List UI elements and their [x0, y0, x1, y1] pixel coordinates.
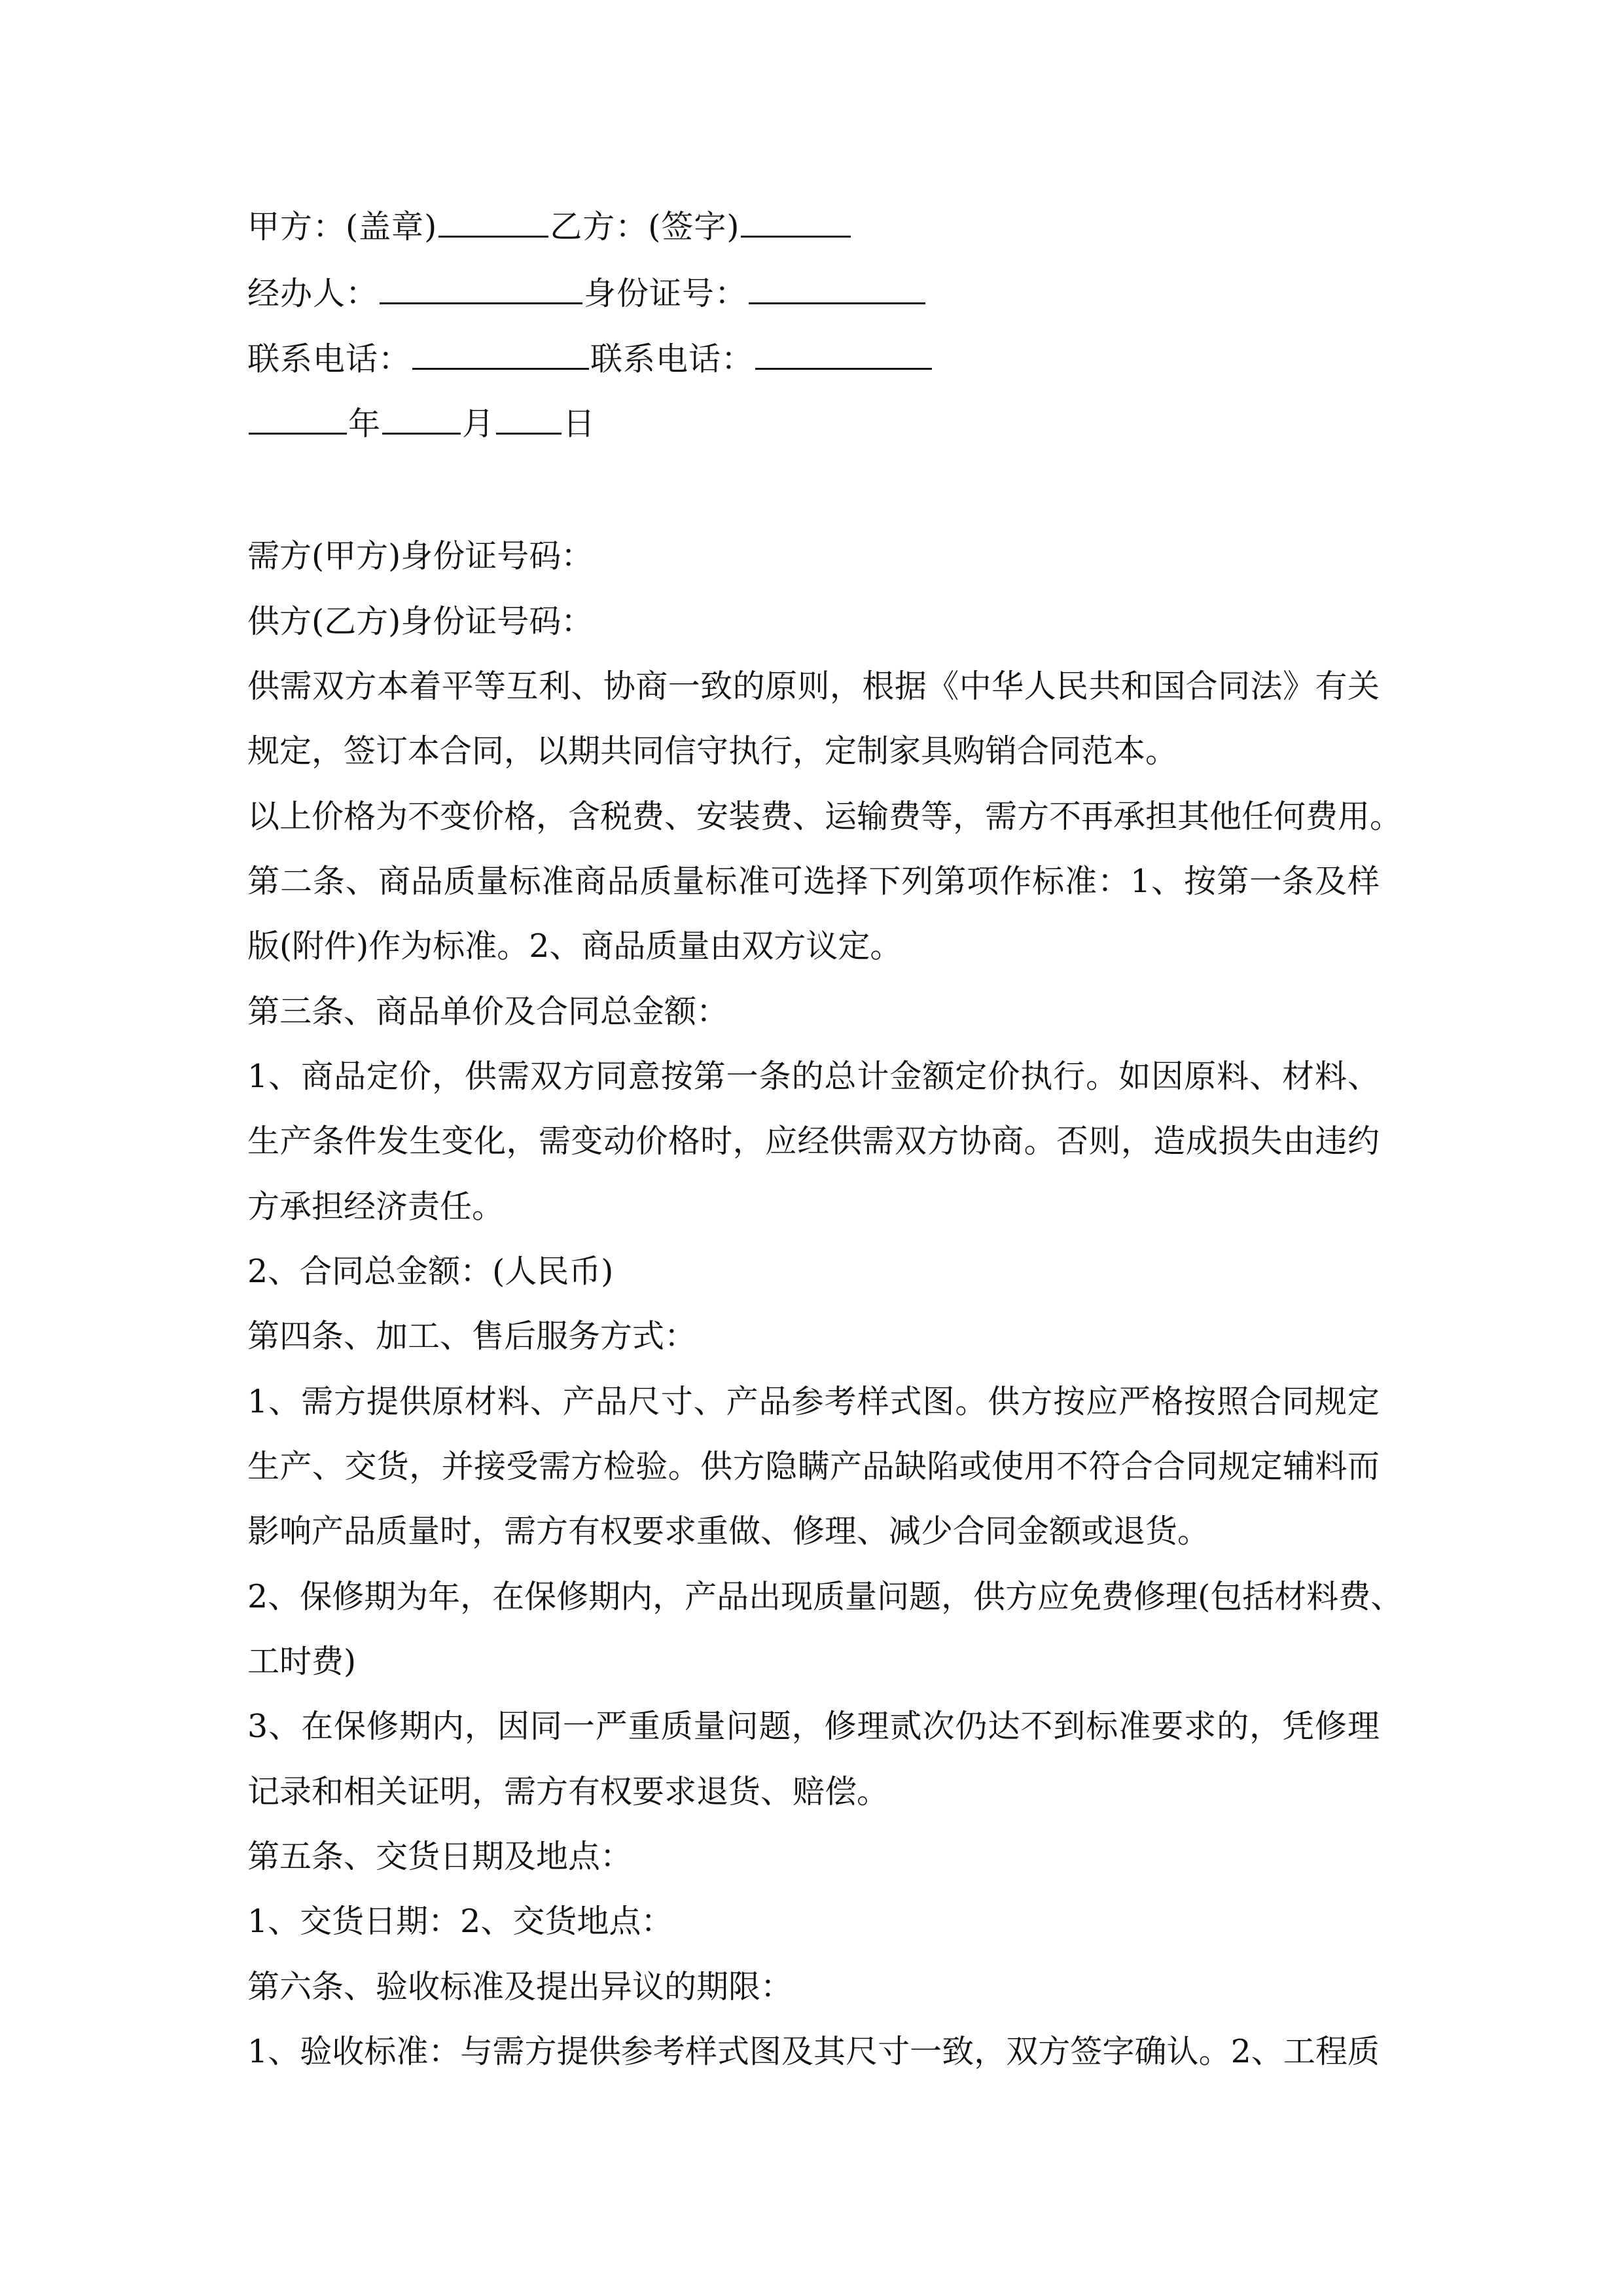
article-4-item-3-line-1: 3、在保修期内，因同一严重质量问题，修理贰次仍达不到标准要求的，凭修理 — [247, 1708, 1380, 1745]
year-label: 年 — [348, 405, 382, 442]
article-2-line-1: 第二条、商品质量标准商品质量标准可选择下列第项作标准：1、按第一条及样 — [247, 863, 1380, 900]
party-signature-row — [247, 207, 852, 246]
phone-label-b: 联系电话： — [590, 340, 755, 378]
article-3-item-1-line-3: 方承担经济责任。 — [247, 1188, 505, 1225]
party-a-label: 甲方：(盖章) — [247, 208, 438, 245]
seller-id-line: 供方(乙方)身份证号码： — [247, 603, 594, 640]
preamble-line-2: 规定，签订本合同，以期共同信守执行，定制家具购销合同范本。 — [247, 732, 1178, 770]
article-4-item-3-line-2: 记录和相关证明，需方有权要求退货、赔偿。 — [247, 1773, 889, 1810]
article-2-line-2: 版(附件)作为标准。2、商品质量由双方议定。 — [247, 927, 902, 965]
day-blank — [496, 404, 562, 435]
phone-b-blank — [755, 339, 932, 370]
article-3-item-2: 2、合同总金额：(人民币) — [247, 1253, 614, 1290]
day-label: 日 — [563, 405, 596, 442]
article-4-item-1-line-2: 生产、交货，并接受需方检验。供方隐瞒产品缺陷或使用不符合合同规定辅料而 — [247, 1448, 1380, 1485]
article-4-item-1-line-3: 影响产品质量时，需方有权要求重做、修理、减少合同金额或退货。 — [247, 1513, 1210, 1550]
month-label: 月 — [462, 405, 495, 442]
article-4-item-2-line-1: 2、保修期为年，在保修期内，产品出现质量问题，供方应免费修理(包括材料费、 — [247, 1578, 1403, 1615]
id-number-blank — [749, 274, 925, 304]
article-6-heading: 第六条、验收标准及提出异议的期限： — [247, 1968, 793, 2005]
month-blank — [382, 404, 461, 435]
date-row — [247, 404, 596, 443]
id-number-label: 身份证号： — [584, 275, 748, 312]
price-clause-line: 以上价格为不变价格，含税费、安装费、运输费等，需方不再承担其他任何费用。 — [247, 798, 1402, 835]
preamble-line-1: 供需双方本着平等互利、协商一致的原则，根据《中华人民共和国合同法》有关 — [247, 668, 1380, 705]
buyer-id-line: 需方(甲方)身份证号码： — [247, 537, 594, 575]
article-3-item-1-line-1: 1、商品定价，供需双方同意按第一条的总计金额定价执行。如因原料、材料、 — [247, 1058, 1380, 1095]
party-b-blank — [741, 207, 851, 238]
article-4-item-1-line-1: 1、需方提供原材料、产品尺寸、产品参考样式图。供方按应严格按照合同规定 — [247, 1383, 1380, 1420]
phone-label-a: 联系电话： — [247, 340, 412, 378]
handler-row — [247, 274, 927, 313]
phone-a-blank — [412, 339, 589, 370]
article-5-items: 1、交货日期：2、交货地点： — [247, 1903, 673, 1940]
article-5-heading: 第五条、交货日期及地点： — [247, 1838, 633, 1875]
article-4-heading: 第四条、加工、售后服务方式： — [247, 1318, 697, 1355]
party-b-label: 乙方：(签字) — [550, 208, 740, 245]
party-a-blank — [438, 207, 548, 238]
article-3-heading: 第三条、商品单价及合同总金额： — [247, 993, 729, 1030]
article-3-item-1-line-2: 生产条件发生变化，需变动价格时，应经供需双方协商。否则，造成损失由违约 — [247, 1122, 1380, 1160]
phone-row — [247, 339, 933, 378]
article-6-item-1: 1、验收标准：与需方提供参考样式图及其尺寸一致，双方签字确认。2、工程质 — [247, 2033, 1380, 2070]
handler-label: 经办人： — [247, 275, 379, 312]
year-blank — [249, 404, 347, 435]
handler-blank — [380, 274, 582, 304]
article-4-item-2-line-2: 工时费) — [247, 1643, 357, 1680]
